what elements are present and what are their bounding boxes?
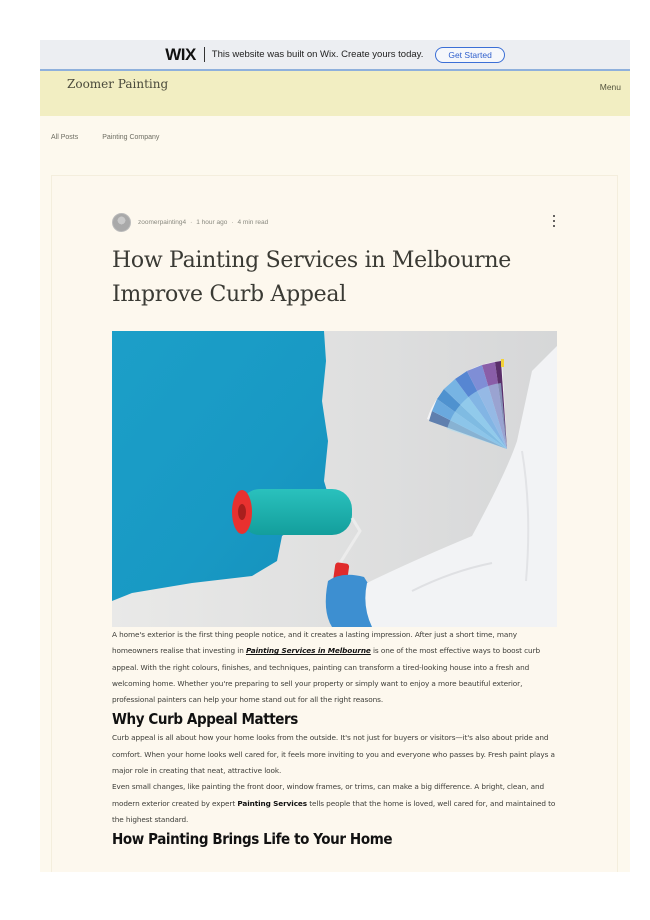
post-title: How Painting Services in Melbourne Improve Curb Appeal <box>112 248 511 307</box>
site-header <box>40 71 630 116</box>
wix-banner-message: This website was built on Wix. Create yours today. <box>211 49 424 60</box>
meta-separator: · <box>190 218 193 226</box>
category-all-posts[interactable]: All Posts <box>51 134 79 141</box>
post-meta <box>112 212 557 232</box>
author-name[interactable]: zoomerpainting4 <box>138 218 187 226</box>
page <box>40 40 630 872</box>
read-time: 4 min read <box>237 218 269 226</box>
wix-banner <box>40 40 630 69</box>
author-avatar[interactable] <box>112 213 131 232</box>
get-started-button[interactable]: Get Started <box>435 47 504 63</box>
blog-category-nav <box>51 134 159 141</box>
post-body <box>112 627 557 850</box>
hero-image <box>112 331 557 627</box>
heading-how-painting-brings-life: How Painting Brings Life to Your Home <box>112 830 393 849</box>
meta-separator: · <box>231 218 234 226</box>
heading-why-curb-appeal: Why Curb Appeal Matters <box>112 710 298 729</box>
painting-services-bold: Painting Services <box>237 798 308 808</box>
menu-button[interactable]: Menu <box>599 82 621 92</box>
category-painting-company[interactable]: Painting Company <box>102 134 160 141</box>
wix-logo[interactable]: WIX <box>165 44 196 64</box>
post-card <box>51 175 618 872</box>
banner-divider <box>204 47 205 62</box>
paragraph-small-changes: Even small changes, like painting the front door, window frames, or trims, can make a big difference. A bright, clean, and modern exterior created by expert Painting Services tells people that the home is loved, well cared for, and maintained to the highest standard. <box>112 782 556 824</box>
post-meta-text <box>138 219 268 226</box>
post-time: 1 hour ago <box>196 218 228 226</box>
paragraph-intro: A home's exterior is the first thing people notice, and it creates a lasting impression. After just a short time, many homeowners realise that investing in Painting Services in Melbourne is one of the most effective ways to boost curb appeal. With the right colours, finishes, and techniques, painting can transform a tired-looking house into a fresh and welcoming home. Whether you're preparing to sell your property or simply want to enjoy a more beautiful exterior, professional painters can help your home stand out for all the right reasons. <box>112 630 541 705</box>
site-title[interactable]: Zoomer Painting <box>67 77 169 91</box>
more-options-icon[interactable] <box>551 215 557 227</box>
paragraph-curb-appeal: Curb appeal is all about how your home looks from the outside. It's not just for buyers or visitors—it's also about pride and comfort. When your home looks well cared for, it feels more inviting to you and everyone who passes by. Fresh paint plays a major role in creating that neat, attractive look. <box>112 733 555 776</box>
painting-services-melbourne-link[interactable]: Painting Services in Melbourne <box>245 646 371 656</box>
